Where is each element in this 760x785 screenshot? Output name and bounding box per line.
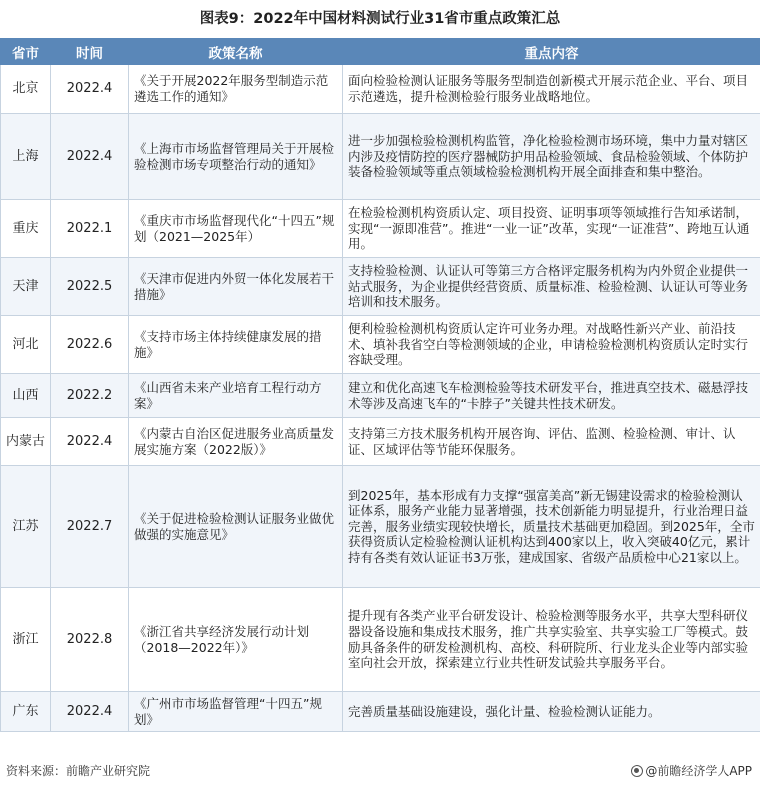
brand-credit	[631, 762, 752, 779]
cell-key-content: 支持检验检测、认证认可等第三方合格评定服务机构为内外贸企业提供一站式服务，为企业提供经营资质、质量标准、检验检测、认证认可等业务培训和技术服务。	[343, 258, 760, 316]
table-row	[1, 114, 760, 200]
table-row	[1, 466, 760, 588]
cell-key-content: 面向检验检测认证服务等服务型制造创新模式开展示范企业、平台、项目示范遴选，提升检测检验行服务业战略地位。	[343, 65, 760, 114]
header-key-content: 重点内容	[343, 39, 760, 65]
cell-key-content: 到2025年，基本形成有力支撑“强富美高”新无锡建设需求的检验检测认证体系，服务产业能力显著增强，技术创新能力明显提升，行业治理日益完善，服务业绩实现较快增长，质量技术基础更加稳固。到2025年，全市获得资质认定检验检测认证机构达到400家以上，收入突破40亿元，累计持有各类有效认证证书3万张，建成国家、省级产品质检中心21家以上。	[343, 466, 760, 588]
page-title: 图表9：2022年中国材料测试行业31省市重点政策汇总	[199, 11, 561, 27]
cell-key-content: 完善质量基础设施建设，强化计量、检验检测认证能力。	[343, 692, 760, 732]
cell-province: 上海	[1, 114, 51, 200]
cell-policy-name: 《关于促进检验检测认证服务业做优做强的实施意见》	[129, 466, 343, 588]
cell-key-content: 便利检验检测机构资质认定许可业务办理。对战略性新兴产业、前沿技术、填补我省空白等检测领域的企业，申请检验检测机构资质认定时实行容缺受理。	[343, 316, 760, 374]
table-row	[1, 588, 760, 692]
cell-policy-name: 《天津市促进内外贸一体化发展若干措施》	[129, 258, 343, 316]
cell-province: 广东	[1, 692, 51, 732]
cell-time: 2022.1	[51, 200, 129, 258]
table-row	[1, 316, 760, 374]
cell-policy-name: 《内蒙古自治区促进服务业高质量发展实施方案（2022版）》	[129, 418, 343, 466]
cell-time: 2022.4	[51, 692, 129, 732]
table-row	[1, 65, 760, 114]
cell-time: 2022.6	[51, 316, 129, 374]
footer	[0, 757, 760, 785]
table-row	[1, 374, 760, 418]
cell-province: 北京	[1, 65, 51, 114]
cell-province: 江苏	[1, 466, 51, 588]
cell-province: 浙江	[1, 588, 51, 692]
policy-table	[0, 38, 760, 732]
cell-time: 2022.2	[51, 374, 129, 418]
brand-logo-icon	[631, 765, 643, 777]
cell-key-content: 建立和优化高速飞车检测检验等技术研发平台，推进真空技术、磁悬浮技术等涉及高速飞车的“卡脖子”关键共性技术研发。	[343, 374, 760, 418]
cell-province: 河北	[1, 316, 51, 374]
table-header-row	[1, 39, 760, 65]
cell-policy-name: 《山西省未来产业培育工程行动方案》	[129, 374, 343, 418]
cell-policy-name: 《浙江省共享经济发展行动计划（2018—2022年）》	[129, 588, 343, 692]
cell-time: 2022.4	[51, 114, 129, 200]
cell-time: 2022.5	[51, 258, 129, 316]
cell-time: 2022.4	[51, 418, 129, 466]
cell-province: 内蒙古	[1, 418, 51, 466]
source-note: 资料来源：前瞻产业研究院	[6, 764, 151, 778]
cell-policy-name: 《广州市市场监督管理“十四五”规划》	[129, 692, 343, 732]
header-time: 时间	[51, 39, 129, 65]
header-province: 省市	[1, 39, 51, 65]
cell-key-content: 支持第三方技术服务机构开展咨询、评估、监测、检验检测、审计、认证、区域评估等节能环保服务。	[343, 418, 760, 466]
cell-policy-name: 《上海市市场监督管理局关于开展检验检测市场专项整治行动的通知》	[129, 114, 343, 200]
table-row	[1, 692, 760, 732]
cell-time: 2022.7	[51, 466, 129, 588]
cell-policy-name: 《支持市场主体持续健康发展的措施》	[129, 316, 343, 374]
cell-province: 天津	[1, 258, 51, 316]
brand-text: @前瞻经济学人APP	[645, 764, 752, 778]
table-row	[1, 258, 760, 316]
cell-province: 山西	[1, 374, 51, 418]
header-policy-name: 政策名称	[129, 39, 343, 65]
cell-time: 2022.4	[51, 65, 129, 114]
cell-policy-name: 《重庆市市场监督现代化“十四五”规划（2021—2025年）	[129, 200, 343, 258]
cell-key-content: 在检验检测机构资质认定、项目投资、证明事项等领域推行告知承诺制，实现“一源即准营”。推进“一业一证”改革，实现“一证准营”、跨地互认通用。	[343, 200, 760, 258]
table-row	[1, 200, 760, 258]
cell-key-content: 进一步加强检验检测机构监管，净化检验检测市场环境，集中力量对辖区内涉及疫情防控的医疗器械防护用品检验领域、食品检验领域、个体防护装备检验领域等重点领域检验检测机构开展全面排查和集中整治。	[343, 114, 760, 200]
cell-policy-name: 《关于开展2022年服务型制造示范遴选工作的通知》	[129, 65, 343, 114]
table-row	[1, 418, 760, 466]
cell-key-content: 提升现有各类产业平台研发设计、检验检测等服务水平，共享大型科研仪器设备设施和集成技术服务，推广共享实验室、共享实验工厂等模式。鼓励具备条件的研发检测机构、高校、科研院所、行业龙头企业等内部实验室向社会开放，探索建立行业共性研发试验共享服务平台。	[343, 588, 760, 692]
cell-province: 重庆	[1, 200, 51, 258]
cell-time: 2022.8	[51, 588, 129, 692]
